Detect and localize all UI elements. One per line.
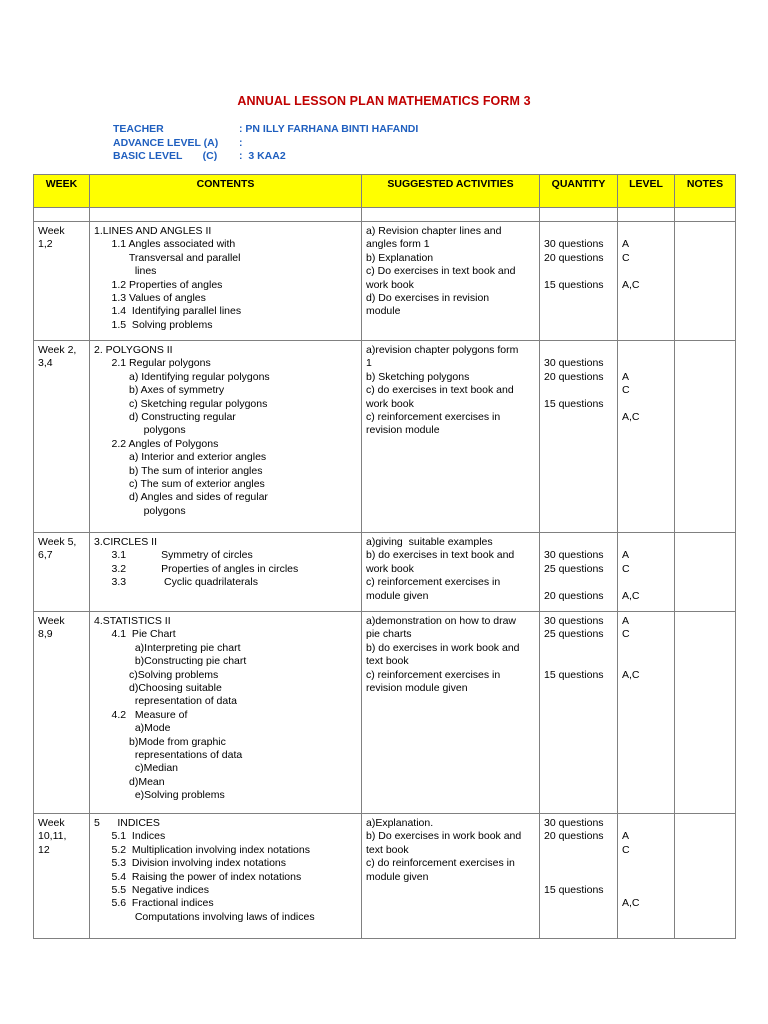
contents-cell: 1.LINES AND ANGLES II 1.1 Angles associated with Transversal and parallel lines 1.2 Properties of angles 1.3 Values of angles 1.4 Identifying parallel lines 1.5 Solving problems [94, 225, 242, 331]
activities-cell: a)Explanation. b) Do exercises in work book and text book c) do reinforcement exercises in module given [366, 817, 522, 883]
quantity-cell: 30 questions 25 questions 20 questions [544, 549, 604, 602]
meta-teacher [113, 123, 419, 137]
table-row [34, 533, 736, 612]
activities-cell: a)revision chapter polygons form 1 b) Sketching polygons c) do exercises in text book and work book c) reinforcement exercises in revision module [366, 344, 519, 437]
week-cell: Week 5, 6,7 [38, 536, 77, 562]
notes-cell [675, 341, 735, 344]
week-cell: Week 2, 3,4 [38, 344, 77, 370]
meta-label: TEACHER [113, 123, 164, 135]
notes-cell [675, 814, 735, 817]
meta-label: BASIC LEVEL (C) [113, 150, 218, 162]
week-cell: Week 10,11, 12 [38, 817, 67, 856]
table-header-row [34, 175, 736, 208]
level-cell: A C A,C [622, 830, 640, 910]
table-row [34, 222, 736, 341]
page-title: ANNUAL LESSON PLAN MATHEMATICS FORM 3 [237, 94, 531, 108]
level-cell: A C A,C [622, 370, 640, 424]
meta-value: : PN ILLY FARHANA BINTI HAFANDI [239, 123, 419, 135]
table-row [34, 612, 736, 814]
lesson-plan-table [33, 174, 736, 939]
quantity-cell: 30 questions 20 questions 15 questions [544, 238, 604, 291]
quantity-cell: 30 questions 25 questions 15 questions [544, 615, 604, 681]
meta-basic-level [113, 150, 286, 164]
contents-cell: 4.STATISTICS II 4.1 Pie Chart a)Interpreting pie chart b)Constructing pie chart c)Solving problems d)Choosing suitable representation of data 4.2 Measure of a)Mode b)Mode from graphic representations of data c)Median d)Mean e)Solving problems [94, 615, 247, 802]
notes-cell [675, 533, 735, 536]
contents-cell: 2. POLYGONS II 2.1 Regular polygons a) Identifying regular polygons b) Axes of symmetry c) Sketching regular polygons d) Constructing regular polygons 2.2 Angles of Polygons a) Interior and exterior angles b) The sum of interior angles c) The sum of exterior angles d) Angles and sides of regular polygons [94, 344, 270, 517]
notes-cell [675, 222, 735, 225]
notes-cell [675, 612, 735, 615]
activities-cell: a)giving suitable examples b) do exercises in text book and work book c) reinforcement exercises in module given [366, 536, 515, 602]
level-cell: A C A,C [622, 615, 640, 681]
week-cell: Week 8,9 [38, 615, 65, 641]
meta-label: ADVANCE LEVEL (A) [113, 136, 219, 149]
teacher-info [113, 123, 419, 164]
table-row [34, 341, 736, 533]
quantity-cell: 30 questions 20 questions 15 questions [544, 817, 604, 897]
meta-value: : [239, 136, 243, 149]
meta-value: : 3 KAA2 [239, 150, 286, 162]
quantity-cell: 30 questions 20 questions 15 questions [544, 357, 604, 410]
header-level: LEVEL [618, 175, 675, 208]
level-cell: A C A,C [622, 549, 640, 602]
header-spacer-row [34, 208, 736, 222]
table-row [34, 814, 736, 939]
header-week: WEEK [34, 175, 90, 208]
contents-cell: 5 INDICES 5.1 Indices 5.2 Multiplication involving index notations 5.3 Division involving index notations 5.4 Raising the power of index notations 5.5 Negative indices 5.6 Fractional indices Computations involving laws of indices [94, 817, 315, 923]
header-activities: SUGGESTED ACTIVITIES [362, 175, 540, 208]
header-notes: NOTES [675, 175, 736, 208]
meta-advance-level [113, 136, 243, 151]
week-cell: Week 1,2 [38, 225, 65, 251]
contents-cell: 3.CIRCLES II 3.1 Symmetry of circles 3.2 Properties of angles in circles 3.3 Cyclic quadrilaterals [94, 536, 299, 589]
level-cell: A C A,C [622, 238, 640, 291]
activities-cell: a) Revision chapter lines and angles form 1 b) Explanation c) Do exercises in text book and work book d) Do exercises in revision module [366, 225, 516, 318]
header-contents: CONTENTS [90, 175, 362, 208]
header-quantity: QUANTITY [540, 175, 618, 208]
activities-cell: a)demonstration on how to draw pie charts b) do exercises in work book and text book c) reinforcement exercises in revision module given [366, 615, 520, 695]
